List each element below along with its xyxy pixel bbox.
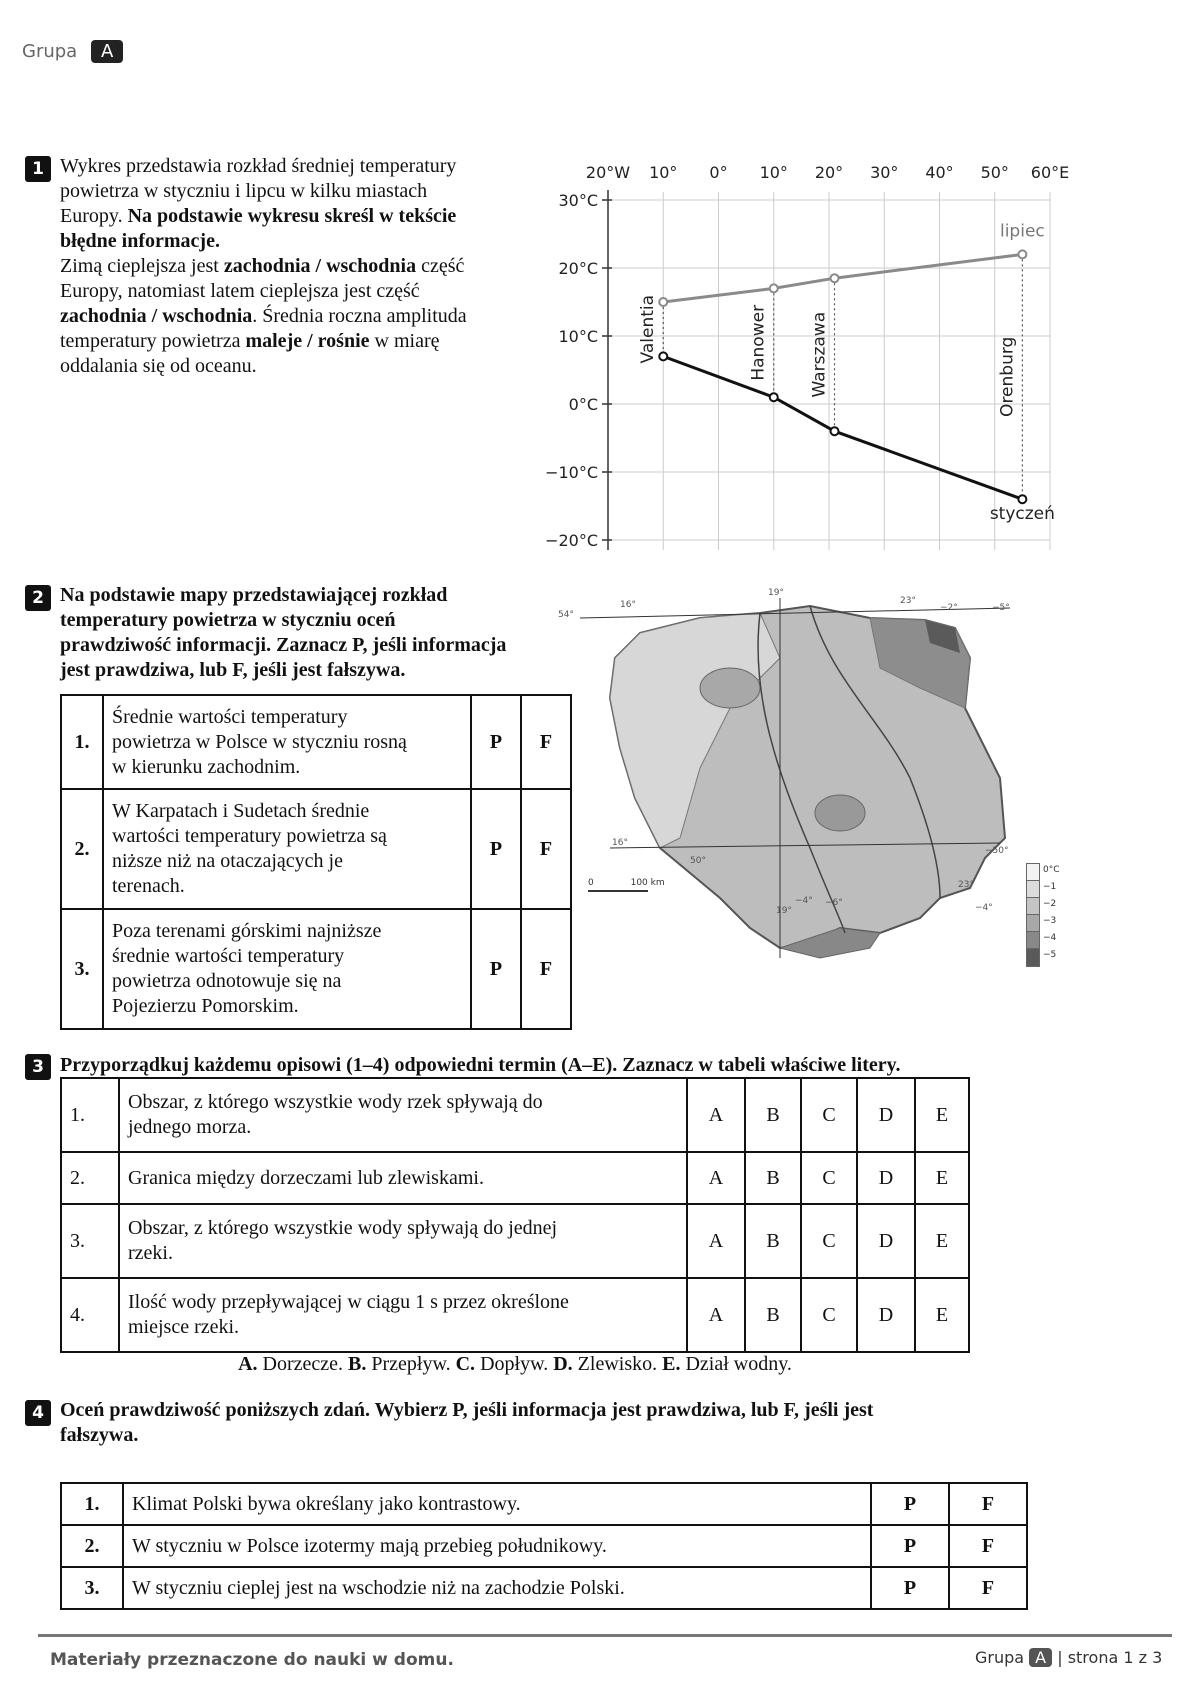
city-label: Hanower [748, 304, 769, 381]
map-coord-label: 19° [776, 906, 792, 916]
data-point [1018, 495, 1026, 503]
row-number: 1. [61, 1483, 123, 1525]
footer-group-badge: A [1029, 1648, 1052, 1667]
q1-line: błędne informacje. [60, 230, 220, 252]
series-line-jul [663, 254, 1022, 302]
y-tick-label: −20°C [545, 531, 598, 550]
q2-line: jest prawdziwa, lub F, jeśli jest fałszywa. [60, 659, 406, 681]
q1-option-3[interactable]: maleje / rośnie [245, 330, 370, 352]
answer-p[interactable]: P [471, 909, 521, 1029]
legend-label: −2 [1043, 899, 1057, 909]
q1-line: powietrza w styczniu i lipcu w kilku miastach [60, 180, 428, 202]
table-row [61, 909, 571, 1029]
map-drawing [580, 598, 1050, 998]
series-label: styczeń [989, 504, 1055, 525]
q3-table [60, 1077, 970, 1353]
data-point [659, 298, 667, 306]
map-coord-label: 23° [900, 596, 916, 606]
answer-b[interactable]: B [745, 1278, 801, 1352]
row-statement: Poza terenami górskimi najniższe średnie wartości temperatury powietrza odnotowuje się na Pojezierzu Pomorskim. [103, 909, 471, 1029]
y-tick-label: −10°C [545, 463, 598, 482]
row-description: Obszar, z którego wszystkie wody rzek spływają do jednego morza. [119, 1078, 687, 1152]
row-statement: W Karpatach i Sudetach średnie wartości temperatury powietrza są niższe niż na otaczających je terenach. [103, 789, 471, 909]
legend-label: −3 [1043, 916, 1057, 926]
table-row [61, 1567, 1027, 1609]
row-number: 3. [61, 1567, 123, 1609]
row-statement: Średnie wartości temperatury powietrza w Polsce w styczniu rosną w kierunku zachodnim. [103, 695, 471, 789]
answer-f[interactable]: F [949, 1525, 1027, 1567]
q1-line: temperatury powietrza maleje / rośnie w miarę [60, 330, 440, 352]
row-number: 3. [61, 1204, 119, 1278]
y-tick-label: 30°C [558, 191, 598, 210]
legend-item [1026, 948, 1066, 965]
legend-swatch [1026, 948, 1040, 967]
series-label: lipiec [999, 221, 1045, 242]
table-row [61, 1483, 1027, 1525]
answer-e[interactable]: E [915, 1278, 969, 1352]
legend-label: −5 [1043, 950, 1057, 960]
poland-temperature-map [558, 588, 1060, 998]
x-tick-label: 10° [649, 163, 678, 182]
answer-c[interactable]: C [801, 1278, 857, 1352]
answer-a[interactable]: A [687, 1204, 745, 1278]
data-point [659, 352, 667, 360]
answer-p[interactable]: P [871, 1525, 949, 1567]
q1-line: Zimą cieplejsza jest zachodnia / wschodnia część [60, 255, 465, 277]
row-number: 3. [61, 909, 103, 1029]
x-tick-label: 20° [814, 163, 844, 182]
map-coord-label: 50° [690, 856, 706, 866]
legend-item [1026, 880, 1066, 897]
q4-table [60, 1482, 1028, 1610]
group-label: Grupa [22, 41, 78, 62]
answer-p[interactable]: P [471, 789, 521, 909]
answer-p[interactable]: P [871, 1483, 949, 1525]
answer-f[interactable]: F [949, 1567, 1027, 1609]
row-description: Ilość wody przepływającej w ciągu 1 s przez określone miejsce rzeki. [119, 1278, 687, 1352]
q1-line: Wykres przedstawia rozkład średniej temperatury [60, 155, 457, 177]
question-number-2: 2 [25, 585, 51, 611]
legend-label: −1 [1043, 882, 1057, 892]
q1-line: Europy. Na podstawie wykresu skreśl w tekście [60, 205, 457, 227]
row-description: Obszar, z którego wszystkie wody spływają do jednej rzeki. [119, 1204, 687, 1278]
q1-option-1[interactable]: zachodnia / wschodnia [223, 255, 417, 277]
q1-line: oddalania się od oceanu. [60, 355, 257, 377]
row-number: 2. [61, 789, 103, 909]
y-tick-label: 10°C [558, 327, 598, 346]
footer-divider [38, 1634, 1172, 1637]
city-label: Valentia [638, 294, 659, 364]
answer-b[interactable]: B [745, 1152, 801, 1204]
row-number: 1. [61, 1078, 119, 1152]
q1-line: zachodnia / wschodnia. Średnia roczna amplituda [60, 305, 467, 327]
answer-e[interactable]: E [915, 1078, 969, 1152]
answer-e[interactable]: E [915, 1204, 969, 1278]
row-description: Granica między dorzeczami lub zlewiskami. [119, 1152, 687, 1204]
answer-e[interactable]: E [915, 1152, 969, 1204]
answer-c[interactable]: C [801, 1204, 857, 1278]
legend-item [1026, 914, 1066, 931]
answer-d[interactable]: D [857, 1152, 915, 1204]
table-row [61, 789, 571, 909]
data-point [1018, 250, 1026, 258]
question-3-title: Przyporządkuj każdemu opisowi (1–4) odpowiedni termin (A–E). Zaznacz w tabeli właściwe litery. [60, 1054, 901, 1076]
row-number: 2. [61, 1152, 119, 1204]
map-coord-label: 23° [958, 880, 974, 890]
legend-label: −4 [1043, 933, 1057, 943]
table-row [61, 1204, 969, 1278]
question-2-text [60, 583, 600, 683]
q2-table [60, 694, 572, 1030]
row-number: 2. [61, 1525, 123, 1567]
map-coord-label: −2° [940, 603, 958, 613]
y-tick-label: 20°C [558, 259, 598, 278]
map-coord-label: −4° [795, 896, 813, 906]
map-coord-label: −4° [975, 903, 993, 913]
answer-p[interactable]: P [471, 695, 521, 789]
temperature-chart [530, 155, 1090, 555]
map-coord-label: 19° [768, 588, 784, 598]
y-tick-label: 0°C [568, 395, 598, 414]
answer-a[interactable]: A [687, 1152, 745, 1204]
q1-instruction: Na podstawie wykresu skreśl w tekście [127, 205, 457, 227]
q1-line: Europy, natomiast latem cieplejsza jest część [60, 280, 420, 302]
x-tick-label: 50° [980, 163, 1009, 182]
answer-a[interactable]: A [687, 1278, 745, 1352]
answer-d[interactable]: D [857, 1278, 915, 1352]
data-point [770, 393, 778, 401]
x-tick-label: 30° [870, 163, 899, 182]
answer-b[interactable]: B [745, 1078, 801, 1152]
answer-b[interactable]: B [745, 1204, 801, 1278]
map-legend [1026, 863, 1066, 993]
question-4-title: Oceń prawdziwość poniższych zdań. Wybierz P, jeśli informacja jest prawdziwa, lub F, jeśli jest fałszywa. [60, 1399, 874, 1446]
map-scale: 0 100 km [588, 878, 665, 892]
x-tick-label: 0° [709, 163, 728, 182]
row-number: 1. [61, 695, 103, 789]
map-coord-label: 16° [620, 600, 636, 610]
q2-line: temperatury powietrza w styczniu oceń [60, 609, 396, 631]
legend-item [1026, 863, 1066, 880]
answer-c[interactable]: C [801, 1152, 857, 1204]
x-tick-label: 10° [759, 163, 788, 182]
table-row [61, 1078, 969, 1152]
row-statement: W styczniu w Polsce izotermy mają przebieg południkowy. [123, 1525, 871, 1567]
legend-item [1026, 897, 1066, 914]
row-statement: Klimat Polski bywa określany jako kontrastowy. [123, 1483, 871, 1525]
map-coord-label: −6° [825, 898, 843, 908]
q1-option-2[interactable]: zachodnia / wschodnia [60, 305, 253, 327]
x-tick-label: 40° [925, 163, 954, 182]
map-coord-label: −5° [992, 603, 1010, 613]
table-row [61, 1152, 969, 1204]
data-point [831, 274, 839, 282]
question-number-1: 1 [25, 156, 51, 182]
series-line-jan [663, 356, 1022, 499]
header [22, 40, 123, 63]
answer-f[interactable]: F [521, 789, 571, 909]
answer-d[interactable]: D [857, 1204, 915, 1278]
q2-line: prawdziwość informacji. Zaznacz P, jeśli informacja [60, 634, 507, 656]
data-point [770, 284, 778, 292]
footer-page-info: Grupa A | strona 1 z 3 [975, 1648, 1163, 1667]
legend-label: 0°C [1043, 865, 1060, 875]
row-statement: W styczniu cieplej jest na wschodzie niż na zachodzie Polski. [123, 1567, 871, 1609]
answer-f[interactable]: F [521, 909, 571, 1029]
city-label: Warszawa [809, 311, 830, 398]
x-tick-label: 60°E [1030, 163, 1070, 182]
legend-item [1026, 931, 1066, 948]
city-label: Orenburg [997, 336, 1018, 417]
x-tick-label: 20°W [585, 163, 631, 182]
question-number-3: 3 [25, 1054, 51, 1080]
answer-a[interactable]: A [687, 1078, 745, 1152]
footer-note: Materiały przeznaczone do nauki w domu. [50, 1650, 454, 1670]
question-1-text [60, 154, 540, 379]
q3-terms: A. Dorzecze. B. Przepływ. C. Dopływ. D. Zlewisko. E. Dział wodny. [238, 1353, 792, 1375]
map-coord-label: −50° [985, 846, 1009, 856]
answer-f[interactable]: F [521, 695, 571, 789]
data-point [831, 427, 839, 435]
row-number: 4. [61, 1278, 119, 1352]
map-coord-label: 54° [558, 610, 574, 620]
question-number-4: 4 [25, 1400, 51, 1426]
answer-f[interactable]: F [949, 1483, 1027, 1525]
answer-d[interactable]: D [857, 1078, 915, 1152]
table-row [61, 1278, 969, 1352]
table-row [61, 695, 571, 789]
map-coord-label: 16° [612, 838, 628, 848]
table-row [61, 1525, 1027, 1567]
answer-c[interactable]: C [801, 1078, 857, 1152]
q2-line: Na podstawie mapy przedstawiającej rozkład [60, 584, 448, 606]
group-badge: A [91, 40, 123, 63]
answer-p[interactable]: P [871, 1567, 949, 1609]
